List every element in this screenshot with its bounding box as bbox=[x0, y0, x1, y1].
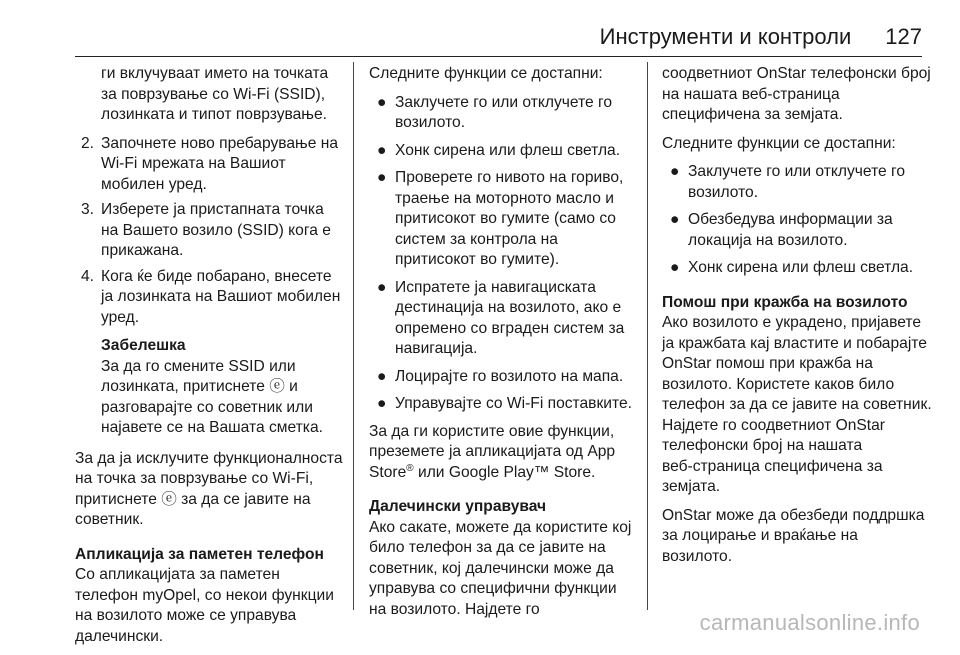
list-item bbox=[662, 162, 932, 203]
list-item-text: Обезбедува информации за локација на возилото. bbox=[688, 211, 893, 249]
list-item bbox=[369, 278, 637, 360]
list-item bbox=[369, 394, 637, 415]
step-number: 4. bbox=[81, 267, 95, 285]
bullet-icon: ● bbox=[670, 211, 680, 228]
app-paragraph: Со апликацијата за паметен телефон myOpel, со некои функции на возилото може се управува далечински. bbox=[75, 566, 334, 645]
section-heading: Далечински управувач bbox=[369, 498, 547, 515]
bullet-icon: ● bbox=[377, 395, 387, 412]
download-text: За да ги користите овие функции, преземете ја апликацијата од App Store bbox=[369, 422, 616, 481]
list-item-text: Заклучете го или отклучете го возилото. bbox=[688, 163, 906, 201]
step-text: Изберете ја пристапната точка на Вашето возило (SSID) кога е прикажана. bbox=[101, 201, 331, 259]
step-text: Кога ќе биде побарано, внесете ја лозинката на Вашиот мобилен уред. bbox=[101, 267, 341, 326]
column-divider-1 bbox=[353, 62, 354, 610]
features-intro: Следните функции се достапни: bbox=[369, 65, 603, 82]
bullet-icon: ● bbox=[670, 259, 680, 276]
download-text-end: или Google Play™ Store. bbox=[413, 463, 596, 481]
step-text: Започнете ново пребарување на Wi‑Fi мрежата на Вашиот мобилен уред. bbox=[101, 134, 339, 193]
remote-paragraph: Ако сакате, можете да користите кој било телефон за да се јавите на советник, кој далечински може да управува со специфични функции на возилото. Најдете го bbox=[369, 518, 632, 618]
section-heading: Помош при кражба на возилото bbox=[662, 293, 908, 311]
features-intro: Следните функции се достапни: bbox=[662, 134, 896, 152]
list-item bbox=[369, 141, 637, 162]
list-item-text: Хонк сирена или флеш светла. bbox=[395, 141, 621, 159]
theft-paragraph: Ако возилото е украдено, пријавете ја кражбата кај властите и побарајте OnStar помош при кражба на возилото. Користете каков било телефон за да се јавите на советник. Најдете го соодветниот OnStar телефонски број на нашата веб‑страница специфичена за земјата. bbox=[662, 314, 932, 495]
list-item bbox=[662, 258, 932, 279]
page-title: Инструменти и контроли bbox=[599, 24, 852, 49]
list-item bbox=[662, 210, 932, 251]
bullet-icon: ● bbox=[377, 278, 387, 296]
section-heading: Апликација за паметен телефон bbox=[75, 545, 324, 563]
continued-paragraph: соодветниот OnStar телефонски број на нашата веб‑страница специфичена за земјата. bbox=[662, 65, 931, 123]
step-number: 2. bbox=[81, 134, 95, 152]
wifi-off-paragraph: За да ја исклучите функционалноста на точка за поврзување со Wi‑Fi, притиснете ⓔ за да се јавите на советник. bbox=[75, 449, 343, 528]
bullet-icon: ● bbox=[377, 367, 387, 385]
recovery-paragraph: OnStar може да обезбеди поддршка за лоцирање и враќање на возилото. bbox=[662, 506, 925, 565]
list-item-text: Лоцирајте го возилото на мапа. bbox=[395, 367, 624, 385]
note-block bbox=[75, 336, 345, 439]
list-item bbox=[369, 93, 637, 134]
page-header bbox=[38, 22, 922, 52]
list-item bbox=[369, 168, 637, 271]
note-text: За да го смените SSID или лозинката, притиснете ⓔ и разговарајте со советник или најавете се на Вашата сметка. bbox=[101, 357, 323, 436]
step-item bbox=[75, 200, 345, 262]
page-number: 127 bbox=[885, 24, 922, 49]
step-number: 3. bbox=[81, 201, 95, 218]
list-item-text: Управувајте со Wi‑Fi поставките. bbox=[395, 395, 632, 412]
list-item-text: Заклучете го или отклучете го возилото. bbox=[395, 93, 613, 131]
column-1 bbox=[75, 64, 345, 655]
bullet-icon: ● bbox=[377, 93, 387, 111]
column-2 bbox=[369, 64, 637, 628]
registered-mark: ® bbox=[406, 462, 414, 474]
step-1-continued: ги вклучуваат името на точката за поврзување со Wi‑Fi (SSID), лозинката и типот поврзување. bbox=[101, 65, 329, 123]
list-item bbox=[369, 367, 637, 388]
list-item-text: Хонк сирена или флеш светла. bbox=[688, 259, 914, 276]
step-item bbox=[75, 134, 345, 196]
bullet-icon: ● bbox=[377, 141, 387, 159]
header-rule bbox=[75, 56, 922, 57]
list-item-text: Проверете го нивото на гориво, траење на моторното масло и притисокот во гумите (само со систем за контрола на притисокот во гумите). bbox=[395, 169, 624, 268]
note-title: Забелешка bbox=[101, 337, 186, 354]
column-divider-2 bbox=[647, 62, 648, 610]
download-paragraph bbox=[369, 422, 637, 484]
watermark: carmanualsonline.info bbox=[699, 610, 920, 635]
bullet-icon: ● bbox=[670, 163, 680, 180]
column-3 bbox=[662, 64, 932, 575]
list-item-text: Испратете ја навигациската дестинација на возилото, ако е опремено со вграден систем за навигација. bbox=[395, 278, 625, 357]
step-item bbox=[75, 267, 345, 329]
bullet-icon: ● bbox=[377, 169, 387, 186]
